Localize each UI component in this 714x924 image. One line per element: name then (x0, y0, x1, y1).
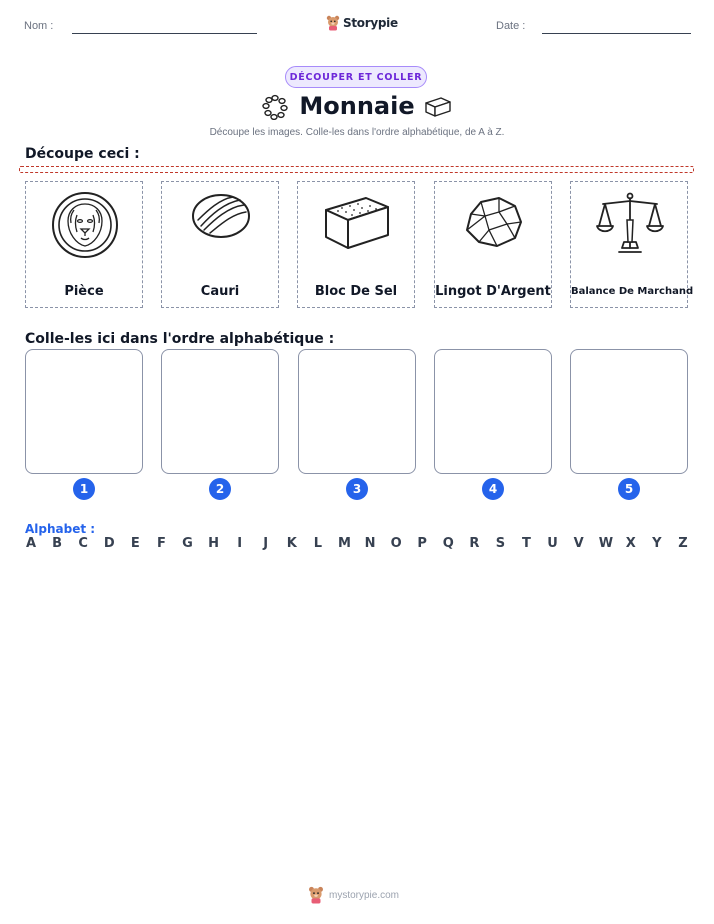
paste-slot-2[interactable] (161, 349, 279, 474)
footer-url: mystorypie.com (329, 889, 400, 901)
date-label: Date : (496, 20, 526, 32)
slot-number-5: 5 (618, 478, 640, 500)
alphabet-letter: B (52, 536, 63, 551)
alphabet-letter: H (208, 536, 219, 551)
alphabet-letter: V (573, 536, 584, 551)
cut-section-heading: Découpe ceci : (25, 146, 140, 162)
alphabet-letter: U (547, 536, 558, 551)
alphabet-letter: K (286, 536, 297, 551)
cut-card-lingot-d-argent[interactable] (434, 181, 552, 308)
alphabet-letter: L (313, 536, 322, 551)
activity-badge: DÉCOUPER ET COLLER (285, 66, 427, 88)
paste-slot-3[interactable] (298, 349, 416, 474)
cowrie-shell-icon (186, 190, 256, 260)
paste-slot-4[interactable] (434, 349, 552, 474)
alphabet-letter: P (417, 536, 427, 551)
alphabet-letter: D (103, 536, 115, 551)
brand-name: Storypie (343, 16, 398, 30)
cut-line (19, 166, 694, 173)
cut-card-label: Cauri (200, 284, 240, 299)
alphabet-letter: R (469, 536, 480, 551)
salt-block-icon (322, 190, 392, 260)
balance-scale-icon (595, 190, 665, 260)
name-label: Nom : (24, 20, 54, 32)
slot-number-4: 4 (482, 478, 504, 500)
cut-card-cauri[interactable] (161, 181, 279, 308)
alphabet-letter: G (182, 536, 193, 551)
cut-card-label: Lingot D'Argent (435, 284, 551, 299)
alphabet-letter: J (263, 536, 269, 551)
name-line (72, 33, 257, 34)
alphabet-letter: Z (678, 536, 688, 551)
cut-card-piece[interactable] (25, 181, 143, 308)
slot-number-1: 1 (73, 478, 95, 500)
paste-slot-5[interactable] (570, 349, 688, 474)
cut-card-label: Balance De Marchand (571, 286, 694, 297)
cut-card-bloc-de-sel[interactable] (297, 181, 415, 308)
lion-coin-icon (50, 190, 120, 260)
alphabet-row (25, 536, 689, 551)
cut-card-label: Pièce (64, 284, 104, 299)
alphabet-letter: Q (442, 536, 454, 551)
slot-number-2: 2 (209, 478, 231, 500)
alphabet-letter: S (495, 536, 506, 551)
salt-block-title-icon (423, 95, 453, 119)
alphabet-title: Alphabet : (25, 522, 96, 536)
footer (308, 885, 399, 905)
alphabet-letter: M (337, 536, 351, 551)
alphabet-letter: N (364, 536, 376, 551)
alphabet-letter: A (25, 536, 37, 551)
cut-card-balance-de-marchand[interactable] (570, 181, 694, 308)
brand-logo (326, 13, 398, 33)
cut-card-label: Bloc De Sel (314, 284, 398, 299)
instructions: Découpe les images. Colle-les dans l'ordre alphabétique, de A à Z. (209, 127, 505, 138)
paste-slot-1[interactable] (25, 349, 143, 474)
alphabet-letter: O (390, 536, 402, 551)
page-title: Monnaie (299, 92, 415, 120)
slot-number-3: 3 (346, 478, 368, 500)
silver-ingot-icon (459, 190, 529, 260)
alphabet-letter: E (130, 536, 140, 551)
alphabet-letter: Y (652, 536, 662, 551)
alphabet-letter: I (237, 536, 243, 551)
alphabet-letter: X (625, 536, 636, 551)
date-line (542, 33, 691, 34)
alphabet-letter: F (156, 536, 166, 551)
bear-mascot-icon (326, 15, 340, 31)
alphabet-letter: W (598, 536, 614, 551)
alphabet-letter: C (78, 536, 88, 551)
bear-mascot-icon (308, 886, 324, 904)
paste-section-heading: Colle-les ici dans l'ordre alphabétique : (25, 331, 335, 347)
alphabet-letter: T (522, 536, 531, 551)
